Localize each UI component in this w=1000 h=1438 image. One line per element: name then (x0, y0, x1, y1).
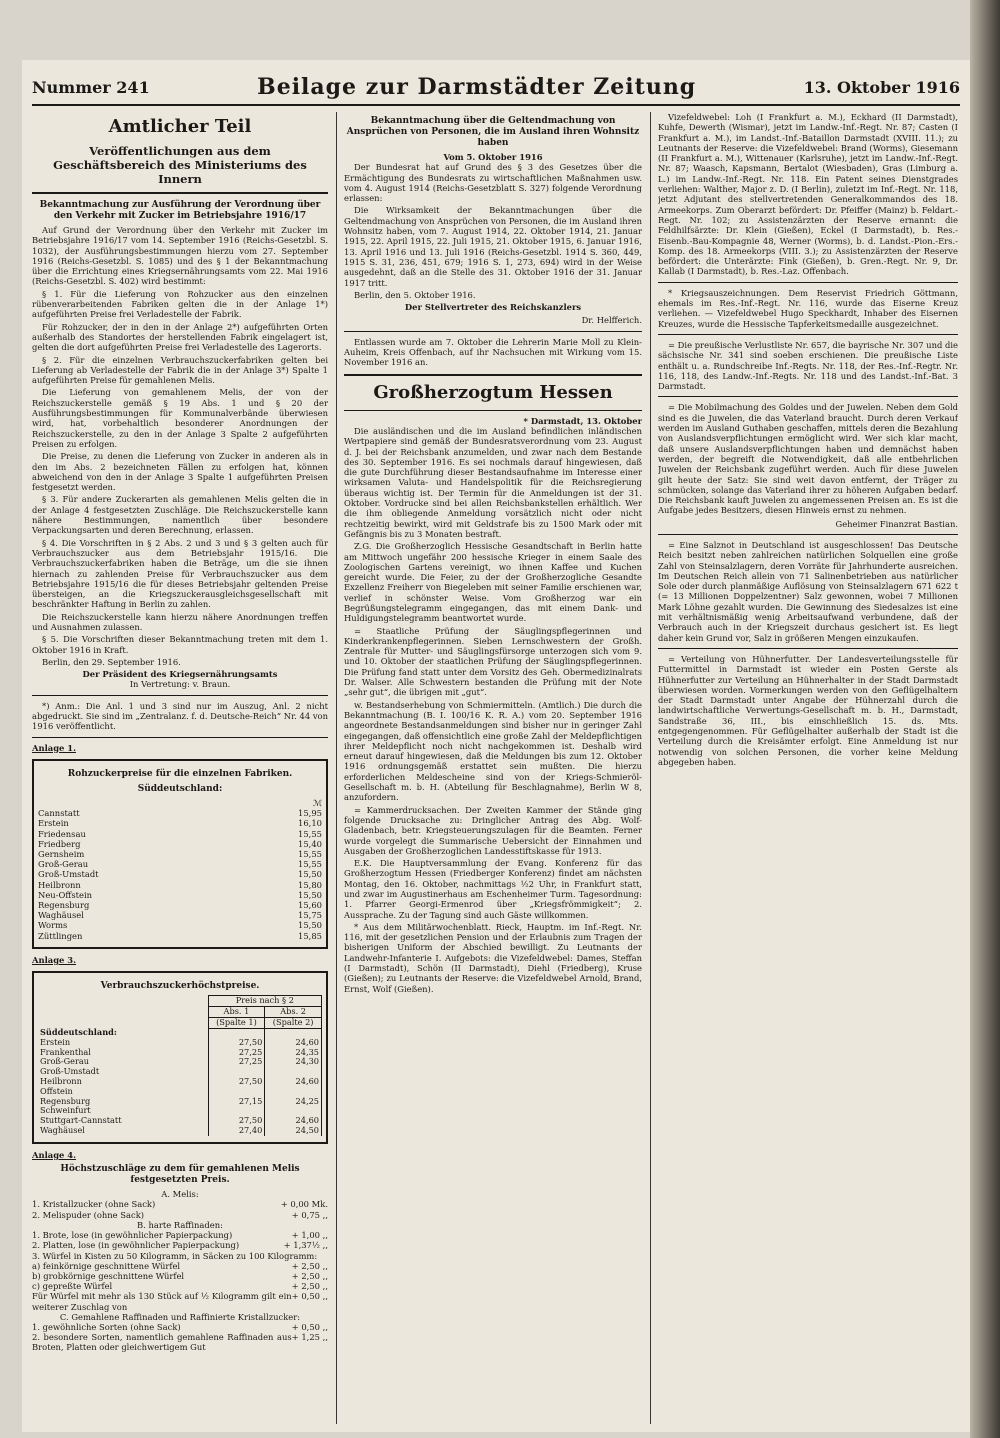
table-cell-name: Groß-Umstadt (40, 1066, 100, 1077)
table-cell-name: Waghäusel (40, 1125, 85, 1136)
surcharge-value: + 2,50 ,, (291, 1270, 328, 1281)
price-row (38, 931, 322, 941)
annex-4-group-b: B. harte Raffinaden: (137, 1219, 223, 1230)
table-cell-value: 24,35 (265, 1048, 322, 1058)
divider (658, 648, 958, 649)
table-cell-name: Heilbronn (40, 1076, 82, 1087)
newspaper-title: Beilage zur Darmstädter Zeitung (257, 74, 697, 100)
authority: Der Stellvertreter des Reichskanzlers (404, 302, 582, 313)
issue-number: Nummer 241 (32, 77, 150, 97)
surcharge-name: 1. gewöhnliche Sorten (ohne Sack) (32, 1322, 181, 1333)
surcharge-row (32, 1322, 328, 1332)
table-row (38, 1077, 322, 1087)
table-header: (Spalte 2) (265, 1017, 322, 1028)
column-3 (658, 112, 958, 1424)
divider (344, 374, 642, 376)
surcharge-name: 2. Melispuder (ohne Sack) (32, 1209, 145, 1220)
factory-name: Groß-Gerau (38, 859, 89, 870)
factory-price: 15,75 (298, 910, 322, 921)
surcharge-name: 1. Kristallzucker (ohne Sack) (32, 1199, 156, 1210)
paragraph: = Die Mobilmachung des Goldes und der Juwelen. Neben dem Gold sind es die Juwelen, die das Vaterland braucht. Durch deren Verkauf werden im Ausland Guthaben geschaffen, mittels deren die Bezahlung von Auslandsverpflichtungen ermöglicht wird. Wer sich klar macht, daß unsere Auslandsverpflichtungen haben und demnächst haben werden, der begreift die Notwendigkeit, daß alle entbehrlichen Juwelen der Reichsbank zugeführt werden. Auch für diese Juwelen gilt heute der Satz: Sie sind weit davon entfernt, der Träger zu schmücken, solange das Vaterland ihrer zu höheren Aufgaben bedarf. Die Reichsbank kauft Juwelen zu angemessenen Preisen an. Es ist die Aufgabe jedes Besitzers, diesen Hinweis ernst zu nehmen. (658, 402, 958, 516)
annex-3-table (38, 995, 322, 1136)
price-row (38, 808, 322, 818)
article-date: Vom 5. Oktober 1916 (443, 152, 543, 162)
price-row (38, 890, 322, 900)
article-title: Bekanntmachung über die Geltendmachung von Ansprüchen von Personen, die im Ausland ihren Wohnsitz haben (346, 116, 640, 148)
surcharge-row (32, 1230, 328, 1240)
paragraph: § 1. Für die Lieferung von Rohzucker aus den einzelnen rübenverarbeitenden Fabriken gelten die in der Anlage 1*) aufgeführten Preise frei Verladestelle der Fabrik. (32, 288, 328, 320)
factory-price: 15,80 (298, 879, 322, 890)
factory-name: Cannstatt (38, 808, 80, 819)
surcharge-value: + 2,50 ,, (291, 1260, 328, 1271)
table-header: Abs. 1 (208, 1006, 265, 1017)
surcharge-name: 3. Würfel in Kisten zu 50 Kilogramm, in Säcken zu 100 Kilogramm: (32, 1250, 318, 1261)
table-cell-value: 27,40 (208, 1126, 265, 1136)
table-cell-value: 27,25 (208, 1057, 265, 1067)
paragraph: Vizefeldwebel: Loh (I Frankfurt a. M.), Eckhard (II Darmstadt), Kuhfe, Dewerth (Wismar), jetzt im Landw.-Inf.-Regt. Nr. 87; Casten (I Frankfurt a. M.), im Landst.-Inf.-Bataillon Darmstadt (XVIII. 11.); zu Leutnants der Reserve: die Vizefeldwebel: Brand (Worms), Giesemann (II Frankfurt a. M.), Wittenauer (Karlsruhe), jetzt im Landw.-Inf.-Regt. Nr. 87; Waasch, Kapsmann, Bertalot (Wiesbaden), Gras (Limburg a. L.) im Landw.-Inf.-Regt. Nr. 118. Ein Patent seines Dienstgrades verliehen: Walther, Major z. D. (I Berlin), zuletzt im Inf.-Regt. Nr. 118, jetzt Adjutant des stellvertretenden Generalkommandos des 18. Armeekorps. Zum Oberarzt befördert: Dr. Pfeiffer (Mainz) b. Feldart.-Regt. Nr. 102; zu Assistenzärzten der Reserve ernannt: die Feldhilfsärzte: Dr. Klein (Gießen), Eckel (I Darmstadt), b. Res.-Eisenb.-Bau-Kompagnie 48, Werner (Worms), b. d. Landst.-Pion.-Ers.-Komp. des 18. Armeekorps (VIII. 3.); zu Assistenzärzten der Reserve befördert: die Unterärzte: Fink (Gießen), b. Gren.-Regt. Nr. 9, Dr. Kallab (I Darmstadt), b. Res.-Laz. Offenbach. (658, 112, 958, 277)
annex-4-title: Höchstzuschläge zu dem für gemahlenen Melis festgesetzten Preis. (60, 1164, 300, 1186)
annex-4-group-c: C. Gemahlene Raffinaden und Raffinierte Kristallzucker: (59, 1311, 301, 1322)
factory-price: 15,50 (298, 869, 322, 880)
surcharge-row (32, 1251, 328, 1261)
annex-3-title: Verbrauchszuckerhöchstpreise. (100, 981, 260, 992)
price-row (38, 839, 322, 849)
surcharge-value: + 0,50 ,, (291, 1291, 328, 1302)
annex-4-list-c (32, 1322, 328, 1353)
surcharge-row (32, 1240, 328, 1250)
table-cell-value: 24,60 (265, 1038, 322, 1048)
factory-name: Erstein (38, 818, 69, 829)
divider (658, 282, 958, 283)
price-row (38, 818, 322, 828)
table-cell-value: 27,25 (208, 1048, 265, 1058)
annex-1-price-list (38, 808, 322, 941)
surcharge-row (32, 1281, 328, 1291)
factory-name: Züttlingen (38, 930, 83, 941)
paragraph: * Kriegsauszeichnungen. Dem Reservist Friedrich Göttmann, ehemals im Res.-Inf.-Regt. Nr. 116, wurde das Eiserne Kreuz verliehen. — Vizefeldwebel Hugo Speckhardt, Inhaber des Eisernen Kreuzes, wurde die Hessische Tapferkeitsmedaille ausgezeichnet. (658, 287, 958, 329)
table-cell-value: 24,60 (265, 1116, 322, 1126)
table-region: Süddeutschland: (40, 1027, 117, 1038)
factory-name: Worms (38, 920, 68, 931)
paragraph: = Staatliche Prüfung der Säuglingspflegerinnen und Kinderkrankenpflegerinnen. Sieben Lernschwestern der Großh. Zentrale für Mutter- und Säuglingsfürsorge unterzogen sich vom 9. und 10. Oktober der staatlichen Prüfung der Säuglingspflegerinnen. Die Prüfung fand statt unter dem Vorsitz des Geh. Obermedizinalrats Dr. Walser. Alle Schwestern bestanden die Prüfung mit der Note „sehr gut“, die übrigen mit „gut“. (344, 625, 642, 698)
table-cell-value: 24,50 (265, 1126, 322, 1136)
signature: In Vertretung: v. Braun. (129, 679, 231, 690)
factory-name: Friedberg (38, 838, 81, 849)
factory-price: 16,10 (298, 818, 322, 829)
annex-4-label: Anlage 4. (32, 1149, 77, 1160)
annex-3-box (32, 971, 328, 1144)
factory-price: 15,50 (298, 920, 322, 931)
factory-name: Groß-Umstadt (38, 869, 99, 880)
factory-price: 15,40 (298, 838, 322, 849)
paragraph: = Verteilung von Hühnerfutter. Der Landesverteilungsstelle für Futtermittel in Darmstadt ist wieder ein Posten Gerste als Hühnerfutter zur Verteilung an Hühnerhalter in der Stadt Darmstadt überwiesen worden. Vormerkungen werden von den Geflügelhaltern der Stadt Darmstadt unter Angabe der Hühnerzahl durch die landwirtschaftliche Verwertungs-Gesellschaft m. b. H., Darmstadt, Sandstraße 36, III., bis einschließlich 15. ds. Mts. entgegengenommen. Für Geflügelhalter außerhalb der Stadt ist die Verteilung durch die Kreisämter erfolgt. Eine Anmeldung ist nur notwendig von solchen Personen, die vorher keine Meldung abgegeben haben. (658, 653, 958, 767)
factory-name: Waghäusel (38, 910, 84, 921)
column-1 (32, 112, 328, 1424)
factory-name: Friedensau (38, 828, 86, 839)
paragraph: w. Bestandserhebung von Schmiermitteln. (Amtlich.) Die durch die Bekanntmachung (B. I. 100/16 K. R. A.) vom 20. September 1916 angeordnete Bestandsanmeldungen sind bisher nur in geringer Zahl eingegangen, daß offensichtlich eine große Zahl der Meldepflichtigen ihrer Meldepflicht noch nicht nachgekommen ist. Deshalb wird erneut darauf hingewiesen, daß die Meldungen bis zum 12. Oktober 1916 ordnungsgemäß erstattet sein mußten. Die hierzu erforderlichen Meldescheine sind von der Kriegs-Schmieröl-Gesellschaft m. b. H. (Abteilung für Beschlagnahme), Berlin W 8, anzufordern. (344, 699, 642, 803)
surcharge-value: + 0,50 ,, (291, 1322, 328, 1333)
price-row (38, 859, 322, 869)
authority: Der Präsident des Kriegsernährungsamts (82, 669, 278, 680)
paragraph: Die Lieferung von gemahlenem Melis, der von der Reichszuckerstelle gemäß § 19 Abs. 1 und § 20 der Ausführungsbestimmungen für Kommunalverbände überwiesen wird, hat, vorbehaltlich besonderer Anordnungen der Reichszuckerstelle, zu den in der Anlage 3 Spalte 2 aufgeführten Preisen zu erfolgen. (32, 387, 328, 449)
surcharge-value: + 0,00 Mk. (280, 1199, 328, 1210)
surcharge-value: + 1,25 ,, (291, 1332, 328, 1343)
paragraph: Die Preise, zu denen die Lieferung von Zucker in anderen als in den im Abs. 2 bezeichneten Fällen zu erfolgen hat, können abweichend von den in der Anlage 3 Spalte 1 aufgeführten Preisen festgesetzt werden. (32, 451, 328, 493)
currency-sign: ℳ (313, 797, 322, 808)
table-header: (Spalte 1) (208, 1017, 265, 1028)
price-row (38, 900, 322, 910)
table-header: Preis nach § 2 (208, 996, 321, 1007)
paragraph: Für Rohzucker, der in den in der Anlage 2*) aufgeführten Orten außerhalb des Standortes der herstellenden Fabrik eingelagert ist, gelten die dort aufgeführten Preise frei Verladestelle des Lagerorts. (32, 321, 328, 353)
price-row (38, 829, 322, 839)
section-title: Großherzogtum Hessen (373, 381, 613, 403)
table-cell-value: 24,30 (265, 1057, 322, 1067)
surcharge-row (32, 1271, 328, 1281)
surcharge-name: b) grobkörnige geschnittene Würfel (32, 1270, 185, 1281)
factory-price: 15,55 (298, 859, 322, 870)
issue-date: 13. Oktober 1916 (803, 77, 960, 97)
surcharge-name: 2. Platten, lose (in gewöhnlicher Papierpackung) (32, 1240, 240, 1251)
table-cell-value: 27,50 (208, 1077, 265, 1087)
table-cell-value: 24,60 (265, 1077, 322, 1087)
divider (658, 334, 958, 335)
annex-4-group-a: A. Melis: (161, 1189, 199, 1200)
price-row (38, 910, 322, 920)
column-divider (650, 112, 651, 1424)
paragraph: = Kammerdrucksachen. Der Zweiten Kammer der Stände ging folgende Drucksache zu: Dringlicher Antrag des Abg. Wolf-Gladenbach, betr. Kriegsteuerungszulagen für die Beamten. Ferner wurde vorgelegt die Summarische Uebersicht der Einnahmen und Ausgaben der Großherzoglichen Landesstiftskasse für 1913. (344, 804, 642, 856)
table-cell-name: Groß-Gerau (40, 1056, 90, 1067)
annex-3-label: Anlage 3. (32, 954, 77, 965)
factory-name: Heilbronn (38, 879, 81, 890)
table-cell-name: Schweinfurt (40, 1105, 91, 1116)
book-spine-edge (970, 0, 1000, 1438)
annex-4-list-b (32, 1230, 328, 1312)
surcharge-value: + 1,00 ,, (291, 1230, 328, 1241)
factory-price: 15,50 (298, 889, 322, 900)
paragraph: Z.G. Die Großherzoglich Hessische Gesandtschaft in Berlin hatte am Mittwoch ungefähr 200 hessische Krieger in einem Saale des Zoologischen Gartens vereinigt, wo ihnen Kaffee und Kuchen gereicht wurde. Die Feier, zu der der Großherzogliche Gesandte Exzellenz Freiherr von Biegeleben mit seiner Familie erschienen war, verlief in schönster Weise. Vom Großherzog war ein Begrüßungstelegramm eingegangen, das mit einem Dank- und Huldigungstelegramm beantwortet wurde. (344, 541, 642, 624)
paragraph: Die ausländischen und die im Ausland befindlichen inländischen Wertpapiere sind gemäß der Bundesratsverordnung vom 23. August d. J. bei der Reichsbank anzumelden, und zwar nach dem Bestande des 30. September 1916. Es sei nochmals darauf hingewiesen, daß die gute Durchführung dieser Bestandsaufnahme im Interesse einer wirksamen Valuta- und Handelspolitik für die Reichsregierung überaus wichtig ist. Der Termin für die Anmeldungen ist der 31. Oktober. Vordrucke sind bei allen Reichsbankstellen erhältlich. Wer die ihm obliegende Anmeldung vorsätzlich nicht oder nicht rechtzeitig bewirkt, wird mit Geldstrafe bis zu 1500 Mark oder mit Gefängnis bis zu 3 Monaten bestraft. (344, 425, 642, 539)
signature: Dr. Helfferich. (581, 315, 642, 326)
table-cell-value: 27,50 (208, 1116, 265, 1126)
paragraph: Der Bundesrat hat auf Grund des § 3 des Gesetzes über die Ermächtigung des Bundesrats zu wirtschaftlichen Maßnahmen usw. vom 4. August 1914 (Reichs-Gesetzblatt S. 327) folgende Verordnung erlassen: (344, 162, 642, 204)
factory-price: 15,55 (298, 828, 322, 839)
table-row (38, 1126, 322, 1136)
table-cell-value: 27,15 (208, 1097, 265, 1107)
surcharge-name: c) gepreßte Würfel (32, 1281, 113, 1292)
annex-1-title: Rohzuckerpreise für die einzelnen Fabriken. (67, 768, 293, 779)
table-cell-name: Stuttgart-Cannstatt (40, 1115, 122, 1126)
paragraph: § 2. Für die einzelnen Verbrauchszuckerfabriken gelten bei Lieferung ab Verladestelle der Fabrik die in der Anlage 3*) Spalte 1 aufgeführten Preise für gemahlenen Melis. (32, 354, 328, 386)
surcharge-name: 2. besondere Sorten, namentlich gemahlene Raffinaden aus Broten, Platten oder gleichwertigem Gut (32, 1332, 292, 1353)
factory-price: 15,85 (298, 930, 322, 941)
surcharge-value: + 2,50 ,, (291, 1281, 328, 1292)
surcharge-name: a) feinkörnige geschnittene Würfel (32, 1260, 181, 1271)
surcharge-value: + 0,75 ,, (291, 1209, 328, 1220)
price-row (38, 880, 322, 890)
table-cell-name: Offstein (40, 1085, 73, 1096)
column-divider (336, 112, 337, 1424)
factory-name: Gernsheim (38, 849, 85, 860)
annex-1-region: Süddeutschland: (137, 783, 223, 794)
surcharge-name: 1. Brote, lose (in gewöhnlicher Papierpackung) (32, 1230, 233, 1241)
factory-name: Regensburg (38, 900, 90, 911)
divider (32, 737, 328, 738)
paragraph: Die Wirksamkeit der Bekanntmachungen über die Geltendmachung von Ansprüchen von Personen, die im Ausland ihren Wohnsitz haben, vom 7. August 1914, 22. Oktober 1914, 21. Januar 1915, 22. April 1915, 22. Juli 1915, 21. Oktober 1915, 6. Januar 1916, 13. April 1916 und 13. Juli 1916 (Reichs-Gesetzbl. 1914 S. 360, 449, 1915 S. 31, 236, 451, 679; 1916 S. 1, 273, 694) wird in der Weise ausgedehnt, daß an die Stelle des 31. Oktober 1916 der 31. Januar 1917 tritt. (344, 205, 642, 288)
surcharge-row (32, 1332, 328, 1352)
paragraph: Auf Grund der Verordnung über den Verkehr mit Zucker im Betriebsjahre 1916/17 vom 14. September 1916 (Reichs-Gesetzbl. S. 1032), der Ausführungsbestimmungen hierzu vom 27. September 1916 (Reichs-Gesetzbl. S. 1085) und des § 1 der Bekanntmachung über die Errichtung eines Kriegsernährungsamts vom 22. Mai 1916 (Reichs-Gesetzbl. S. 402) wird bestimmt: (32, 225, 328, 287)
table-cell-name: Regensburg (40, 1095, 91, 1106)
factory-price: 15,55 (298, 849, 322, 860)
divider (658, 396, 958, 397)
annex-1-box (32, 759, 328, 949)
surcharge-row (32, 1199, 328, 1209)
dateline: * Darmstadt, 13. Oktober (523, 415, 642, 426)
table-cell-value: 24,25 (265, 1097, 322, 1107)
paragraph: = Die preußische Verlustliste Nr. 657, die bayrische Nr. 307 und die sächsische Nr. 341 sind soeben erschienen. Die preußische Liste enthält u. a. Rundschreibe Inf.-Regts. Nr. 118, der Res.-Inf.-Regtr. Nr. 116, 118, des Landw.-Inf.-Regts. Nr. 118 und des Landst.-Inf.-Bat. 3 Darmstadt. (658, 339, 958, 392)
paragraph: Entlassen wurde am 7. Oktober die Lehrerin Marie Moll zu Klein-Auheim, Kreis Offenbach, auf ihr Nachsuchen mit Wirkung vom 15. November 1916 an. (344, 336, 642, 368)
table-cell-value: 27,50 (208, 1038, 265, 1048)
section-subtitle: Veröffentlichungen aus dem Geschäftsbereich des Ministeriums des Innern (53, 144, 307, 186)
paragraph: § 4. Die Vorschriften in § 2 Abs. 2 und 3 und § 3 gelten auch für Verbrauchszucker aus dem Betriebsjahr 1915/16. Die Verbrauchszuckerfabriken haben die Beträge, um die sie ihnen hiernach zu zahlenden Preise für Verbrauchszucker aus dem Betriebsjahre 1915/16 die für dieses Betriebsjahr geltenden Preise übersteigen, an die Kriegszuckerausgleichsgesellschaft mit beschränkter Haftung in Berlin zu zahlen. (32, 537, 328, 610)
surcharge-row (32, 1210, 328, 1220)
paragraph: E.K. Die Hauptversammlung der Evang. Konferenz für das Großherzogtum Hessen (Friedberger Konferenz) findet am nächsten Montag, den 16. Oktober, nachmittags ½2 Uhr, in Frankfurt statt, und zwar im Augustinerhaus am Eschenheimer Turm. Tagesordnung: 1. Pfarrer Georgi-Ermenrod über „Kriegsfrömmigkeit“; 2. Aussprache. Zu der Tagung sind auch Gäste willkommen. (344, 858, 642, 920)
paragraph: = Eine Salznot in Deutschland ist ausgeschlossen! Das Deutsche Reich besitzt neben zahlreichen natürlichen Solquellen eine große Zahl von Steinsalzlagern, deren Vorräte für Jahrhunderte ausreichen. Im Deutschen Reich allein von 71 Salinenbetrieben aus natürlicher Sole oder durch planmäßige Auflösung von Steinsalzlagern 671 622 t (= 13 Millionen Doppelzentner) Salz gewonnen, wobei 7 Millionen Mark Löhne gezahlt wurden. Die Gewinnung des Siedesalzes ist eine mit verhältnismäßig wenig Arbeitsaufwand verbundene, daß der Verbrauch auch in der Kriegszeit durchaus gesichert ist. Es liegt daher kein Grund vor, Salz in größeren Mengen einzukaufen. (658, 539, 958, 643)
factory-price: 15,60 (298, 900, 322, 911)
table-header: Abs. 2 (265, 1006, 322, 1017)
table-cell-name: Erstein (40, 1036, 71, 1047)
price-row (38, 920, 322, 930)
price-row (38, 849, 322, 859)
footnote: *) Anm.: Die Anl. 1 und 3 sind nur im Auszug, Anl. 2 nicht abgedruckt. Sie sind im „Zentralanz. f. d. Deutsche-Reich“ Nr. 44 von 1916 veröffentlicht. (32, 700, 328, 732)
newspaper-page (22, 60, 970, 1432)
table-cell-name: Frankenthal (40, 1046, 91, 1057)
surcharge-row (32, 1261, 328, 1271)
annex-1-label: Anlage 1. (32, 742, 77, 753)
divider (658, 534, 958, 535)
divider (344, 410, 642, 411)
paragraph: Die Reichszuckerstelle kann hierzu nähere Anordnungen treffen und Ausnahmen zulassen. (32, 611, 328, 632)
masthead (32, 70, 960, 106)
paragraph: § 3. Für andere Zuckerarten als gemahlenen Melis gelten die in der Anlage 4 festgesetzten Zuschläge. Die Reichszuckerstelle kann nähere Bestimmungen, namentlich über besondere Verpackungsarten und deren Berechnung, erlassen. (32, 494, 328, 536)
paragraph: * Aus dem Militärwochenblatt. Rieck, Hauptm. im Inf.-Regt. Nr. 116, mit der gesetzlichen Pension und der Erlaubnis zum Tragen der bisherigen Uniform der Abschied bewilligt. Zu Leutnants der Landwehr-Infanterie I. Aufgebots: die Vizefeldwebel: Dames, Steffan (I Darmstadt), Schön (II Darmstadt), Diehl (Friedberg), Kruse (Gießen); zu Leutnants der Reserve: die Vizefeldwebel Arnold, Brand, Ernst, Wolf (Gießen). (344, 921, 642, 994)
notice-title: Bekanntmachung zur Ausführung der Verordnung über den Verkehr mit Zucker im Betriebsjahre 1916/17 (39, 200, 321, 221)
place-date: Berlin, den 29. September 1916. (42, 656, 181, 667)
surcharge-value: + 1,37½ ,, (283, 1240, 328, 1251)
annex-4-list-a (32, 1199, 328, 1219)
divider (344, 331, 642, 332)
section-title: Amtlicher Teil (108, 116, 252, 137)
paragraph: § 5. Die Vorschriften dieser Bekanntmachung treten mit dem 1. Oktober 1916 in Kraft. (32, 634, 328, 655)
divider (32, 695, 328, 696)
surcharge-name: Für Würfel mit mehr als 130 Stück auf ½ Kilogramm gilt ein weiterer Zuschlag von (32, 1291, 292, 1312)
signature: Geheimer Finanzrat Bastian. (835, 518, 958, 529)
column-2 (344, 112, 642, 1424)
place-date: Berlin, den 5. Oktober 1916. (354, 289, 476, 300)
price-row (38, 869, 322, 879)
factory-price: 15,95 (298, 808, 322, 819)
factory-name: Neu-Offstein (38, 889, 93, 900)
surcharge-row (32, 1291, 328, 1311)
divider (32, 192, 328, 194)
